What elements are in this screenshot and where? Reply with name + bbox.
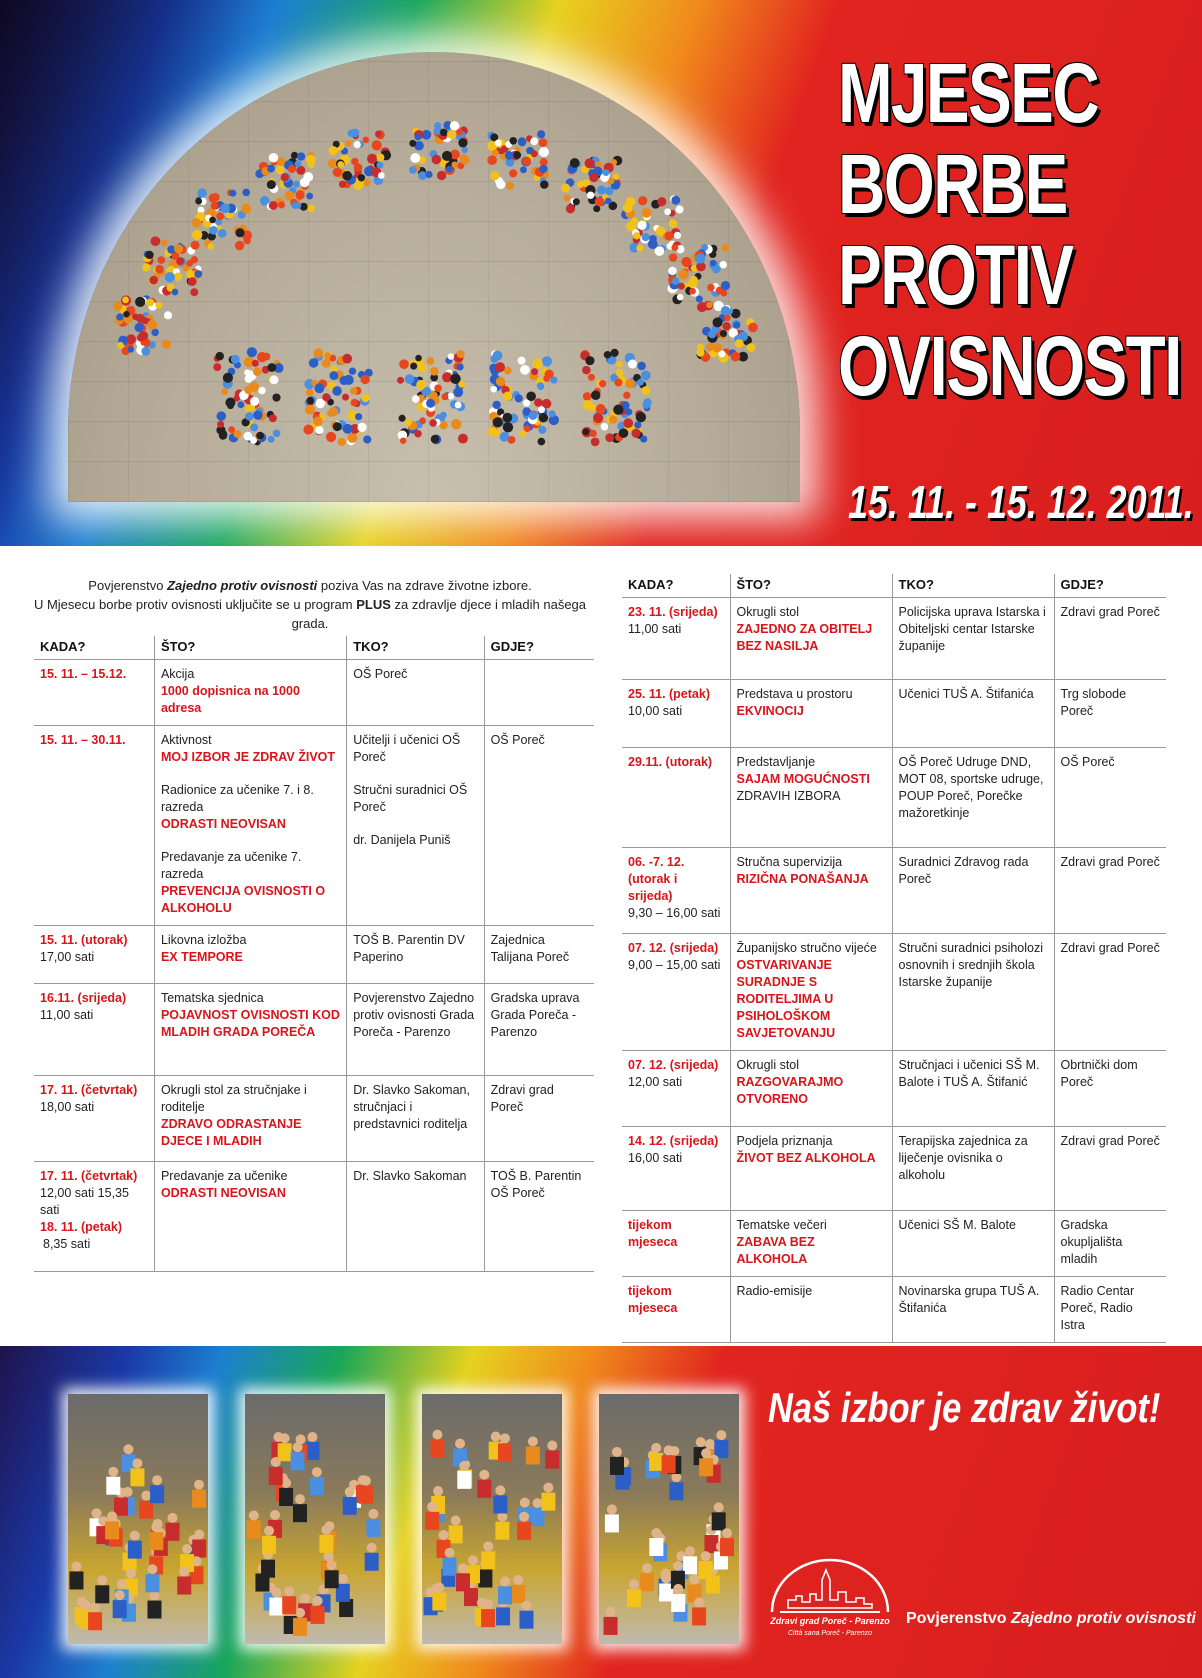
organizer: TOŠ B. Parentin DV Paperino	[353, 933, 465, 964]
cell-where	[484, 660, 594, 726]
event-date: 14. 12. (srijeda)	[628, 1134, 719, 1148]
event-photo	[599, 1394, 739, 1644]
hero-banner	[0, 0, 1202, 546]
event-time: 11,00 sati	[40, 1008, 94, 1022]
event-time: 17,00 sati	[40, 950, 95, 964]
event-type: Okrugli stol	[736, 1058, 800, 1072]
cell-what	[730, 1051, 892, 1127]
cell-who	[347, 1162, 484, 1272]
cell-what	[730, 680, 892, 748]
event-type: Radionice za učenike 7. i 8. razreda	[160, 783, 314, 814]
venue: Zdravi grad Poreč	[490, 1083, 554, 1114]
event-date: tijekom mjeseca	[628, 1284, 678, 1315]
organizer: Povjerenstvo Zajedno protiv ovisnosti Grada Poreča - Parenzo	[353, 991, 475, 1039]
event-title: OSTVARIVANJE SURADNJE S RODITELJIMA U PSIHOLOŠKOM SAVJETOVANJU	[736, 958, 836, 1040]
event-title: RIZIČNA PONAŠANJA	[736, 872, 869, 886]
event-type: Likovna izložba	[160, 933, 247, 947]
organizer: Suradnici Zdravog rada Poreč	[898, 855, 1029, 886]
cell-what	[154, 1076, 346, 1162]
event-type: ZDRAVIH IZBORA	[736, 789, 841, 803]
organizer: dr. Danijela Puniš	[353, 833, 451, 847]
table-row	[622, 934, 1166, 1051]
event-title: ZDRAVO ODRASTANJE DJECE I MLADIH	[160, 1117, 302, 1148]
cell-when	[34, 726, 154, 926]
event-time: 9,30 – 16,00 sati	[628, 906, 721, 920]
cell-who	[892, 1211, 1054, 1277]
event-title: ŽIVOT BEZ ALKOHOLA	[736, 1151, 876, 1165]
cell-who	[892, 1127, 1054, 1211]
cell-where	[1054, 1051, 1166, 1127]
event-date: 17. 11. (četvrtak)	[40, 1169, 138, 1183]
event-time: 12,00 sati	[628, 1075, 683, 1089]
event-title: ZABAVA BEZ ALKOHOLA	[736, 1235, 815, 1266]
schedule-table-right	[622, 574, 1166, 1343]
event-date: 15. 11. – 30.11.	[40, 733, 126, 747]
venue: Zajednica Talijana Poreč	[490, 933, 570, 964]
hero-photo-crowd	[68, 52, 800, 502]
cell-where	[1054, 934, 1166, 1051]
venue: Gradska uprava Grada Poreča - Parenzo	[490, 991, 580, 1039]
cell-when	[34, 1162, 154, 1272]
event-date: 17. 11. (četvrtak)	[40, 1083, 138, 1097]
table-row	[622, 748, 1166, 848]
logo-text: Zdravi grad Poreč - Parenzo	[770, 1616, 890, 1626]
venue: Obrtnički dom Poreč	[1060, 1058, 1138, 1089]
cell-where	[1054, 1277, 1166, 1343]
event-title: MOJ IZBOR JE ZDRAV ŽIVOT	[160, 750, 336, 764]
col-header-when: KADA?	[622, 574, 730, 598]
cell-when	[622, 1127, 730, 1211]
event-date: 15. 11. – 15.12.	[40, 667, 127, 681]
logo-subtext: Città sana Poreč - Parenzo	[787, 1630, 873, 1637]
event-title: ODRASTI NEOVISAN	[160, 1186, 286, 1200]
hero-title	[838, 46, 1181, 413]
event-time: 9,00 – 15,00 sati	[628, 958, 721, 972]
cell-when	[622, 848, 730, 934]
organizer: Učenici SŠ M. Balote	[898, 1218, 1016, 1232]
committee-signature: Povjerenstvo Zajedno protiv ovisnosti	[906, 1610, 1196, 1627]
col-header-who: TKO?	[892, 574, 1054, 598]
table-row	[34, 660, 594, 726]
col-header-when: KADA?	[34, 636, 154, 660]
cell-who	[347, 660, 484, 726]
cell-what	[154, 660, 346, 726]
cell-when	[622, 1051, 730, 1127]
cell-where	[484, 984, 594, 1076]
col-header-what: ŠTO?	[730, 574, 892, 598]
venue: Trg slobode Poreč	[1060, 687, 1127, 718]
venue: OŠ Poreč	[490, 733, 545, 747]
event-title: EX TEMPORE	[160, 950, 243, 964]
footer-banner	[0, 1346, 1202, 1678]
cell-what	[730, 1127, 892, 1211]
event-title: EKVINOCIJ	[736, 704, 804, 718]
venue: Zdravi grad Poreč	[1060, 605, 1160, 619]
slogan: Naš izbor je zdrav život!	[768, 1384, 1161, 1431]
venue: Zdravi grad Poreč	[1060, 855, 1160, 869]
organizer: Učenici TUŠ A. Štifanića	[898, 687, 1034, 701]
hero-title-line: OVISNOSTI	[838, 319, 1181, 413]
table-row	[34, 926, 594, 984]
event-type: Tematske večeri	[736, 1218, 827, 1232]
cell-who	[892, 680, 1054, 748]
table-row	[622, 680, 1166, 748]
cell-where	[1054, 1127, 1166, 1211]
cell-when	[622, 1277, 730, 1343]
event-date: 29.11. (utorak)	[628, 755, 713, 769]
venue: OŠ Poreč	[1060, 755, 1115, 769]
event-date: 15. 11. (utorak)	[40, 933, 128, 947]
organizer: Učitelji i učenici OŠ Poreč	[353, 733, 461, 764]
crowd-letters-illustration	[68, 52, 800, 502]
cell-when	[34, 926, 154, 984]
organizer: Stručni suradnici OŠ Poreč	[353, 783, 468, 814]
organizer: Stručnjaci i učenici SŠ M. Balote i TUŠ A. Štifanić	[898, 1058, 1040, 1089]
table-row	[622, 1051, 1166, 1127]
event-date: 16.11. (srijeda)	[40, 991, 127, 1005]
col-header-where: GDJE?	[484, 636, 594, 660]
cell-where	[1054, 1211, 1166, 1277]
organizer: Dr. Slavko Sakoman	[353, 1169, 467, 1183]
town-skyline-icon	[766, 1556, 894, 1616]
event-type: Predstava u prostoru	[736, 687, 853, 701]
cell-when	[622, 680, 730, 748]
event-type: Tematska sjednica	[160, 991, 264, 1005]
event-photo	[68, 1394, 208, 1644]
event-title: POJAVNOST OVISNOSTI KOD MLADIH GRADA POREČA	[160, 1008, 340, 1039]
col-header-who: TKO?	[347, 636, 484, 660]
col-header-what: ŠTO?	[154, 636, 346, 660]
table-row	[34, 1076, 594, 1162]
venue: Gradska okupljališta mladih	[1060, 1218, 1123, 1266]
event-type: Predstavljanje	[736, 755, 816, 769]
organizer: OŠ Poreč Udruge DND, MOT 08, sportske udruge, POUP Poreč, Porečke mažoretkinje	[898, 755, 1044, 820]
cell-when	[34, 984, 154, 1076]
hero-dates: 15. 11. - 15. 12. 2011.	[848, 476, 1194, 528]
event-type: Aktivnost	[160, 733, 212, 747]
event-title: ZAJEDNO ZA OBITELJ BEZ NASILJA	[736, 622, 873, 653]
cell-where	[1054, 680, 1166, 748]
event-type: Stručna supervizija	[736, 855, 843, 869]
cell-who	[892, 598, 1054, 680]
event-date: 06. -7. 12. (utorak i srijeda)	[628, 855, 685, 903]
event-type: Radio-emisije	[736, 1284, 813, 1298]
event-date: 23. 11. (srijeda)	[628, 605, 718, 619]
cell-where	[484, 926, 594, 984]
table-row	[622, 1127, 1166, 1211]
cell-where	[1054, 748, 1166, 848]
cell-who	[892, 934, 1054, 1051]
table-row	[622, 598, 1166, 680]
venue: Zdravi grad Poreč	[1060, 941, 1160, 955]
intro-text: Povjerenstvo Zajedno protiv ovisnosti poziva Vas na zdrave životne izbore. U Mjesecu borbe protiv ovisnosti uključite se u program PLUS za zdravlje djece i mladih našega grada.	[33, 578, 587, 631]
event-time: 10,00 sati	[628, 704, 683, 718]
organizer: Stručni suradnici psiholozi osnovnih i srednjih škola Istarske županije	[898, 941, 1044, 989]
event-time: 12,00 sati 15,35 sati	[40, 1186, 129, 1217]
col-header-where: GDJE?	[1054, 574, 1166, 598]
event-type: Okrugli stol za stručnjake i roditelje	[160, 1083, 307, 1114]
cell-where	[484, 1162, 594, 1272]
organizer: Terapijska zajednica za liječenje ovisnika o alkoholu	[898, 1134, 1028, 1182]
cell-where	[484, 726, 594, 926]
cell-when	[622, 934, 730, 1051]
cell-who	[347, 984, 484, 1076]
event-photo	[422, 1394, 562, 1644]
cell-what	[730, 1211, 892, 1277]
organizer: Dr. Slavko Sakoman, stručnjaci i predstavnici roditelja	[353, 1083, 470, 1131]
event-title: SAJAM MOGUĆNOSTI	[736, 772, 870, 786]
hero-title-line: PROTIV	[838, 228, 1073, 322]
table-row	[622, 1211, 1166, 1277]
cell-what	[730, 1277, 892, 1343]
event-photo	[245, 1394, 385, 1644]
venue: TOŠ B. Parentin OŠ Poreč	[490, 1169, 582, 1200]
event-date: 07. 12. (srijeda)	[628, 1058, 719, 1072]
cell-who	[347, 1076, 484, 1162]
organizer: Policijska uprava Istarska i Obiteljski centar Istarske županije	[898, 605, 1046, 653]
event-type: Akcija	[160, 667, 195, 681]
table-row	[34, 726, 594, 926]
event-time: 16,00 sati	[628, 1151, 683, 1165]
cell-what	[730, 748, 892, 848]
venue: Radio Centar Poreč, Radio Istra	[1060, 1284, 1135, 1332]
cell-what	[154, 984, 346, 1076]
event-type: Podjela priznanja	[736, 1134, 833, 1148]
event-date: 07. 12. (srijeda)	[628, 941, 719, 955]
event-date: tijekom mjeseca	[628, 1218, 678, 1249]
hero-title-line: BORBE	[838, 137, 1067, 231]
cell-when	[622, 598, 730, 680]
cell-what	[154, 1162, 346, 1272]
cell-who	[892, 748, 1054, 848]
organizer: OŠ Poreč	[353, 667, 408, 681]
event-type: Županijsko stručno vijeće	[736, 941, 877, 955]
event-date: 18. 11. (petak)	[40, 1220, 122, 1234]
cell-who	[892, 1277, 1054, 1343]
event-time: 18,00 sati	[40, 1100, 95, 1114]
event-type: Okrugli stol	[736, 605, 800, 619]
cell-when	[34, 660, 154, 726]
cell-when	[34, 1076, 154, 1162]
cell-when	[622, 1211, 730, 1277]
table-row	[34, 984, 594, 1076]
table-row	[622, 848, 1166, 934]
event-title: 1000 dopisnica na 1000 adresa	[160, 684, 300, 715]
cell-what	[730, 848, 892, 934]
event-title: PREVENCIJA OVISNOSTI O ALKOHOLU	[160, 884, 326, 915]
venue: Zdravi grad Poreč	[1060, 1134, 1160, 1148]
cell-what	[730, 598, 892, 680]
event-date: 25. 11. (petak)	[628, 687, 710, 701]
hero-title-line: MJESEC	[838, 46, 1099, 140]
event-title: ODRASTI NEOVISAN	[160, 817, 286, 831]
organizer: Novinarska grupa TUŠ A. Štifanića	[898, 1284, 1040, 1315]
cell-what	[730, 934, 892, 1051]
schedule-table-left	[34, 636, 594, 1272]
table-row	[622, 1277, 1166, 1343]
cell-who	[347, 926, 484, 984]
event-time: 11,00 sati	[628, 622, 682, 636]
cell-who	[892, 1051, 1054, 1127]
event-time: 8,35 sati	[43, 1237, 91, 1251]
healthy-city-logo	[766, 1556, 894, 1644]
cell-who	[892, 848, 1054, 934]
event-type: Predavanje za učenike	[160, 1169, 288, 1183]
cell-where	[1054, 598, 1166, 680]
cell-where	[484, 1076, 594, 1162]
cell-where	[1054, 848, 1166, 934]
table-row	[34, 1162, 594, 1272]
cell-when	[622, 748, 730, 848]
cell-what	[154, 726, 346, 926]
cell-what	[154, 926, 346, 984]
event-title: RAZGOVARAJMO OTVORENO	[736, 1075, 844, 1106]
event-type: Predavanje za učenike 7. razreda	[160, 850, 302, 881]
cell-who	[347, 726, 484, 926]
